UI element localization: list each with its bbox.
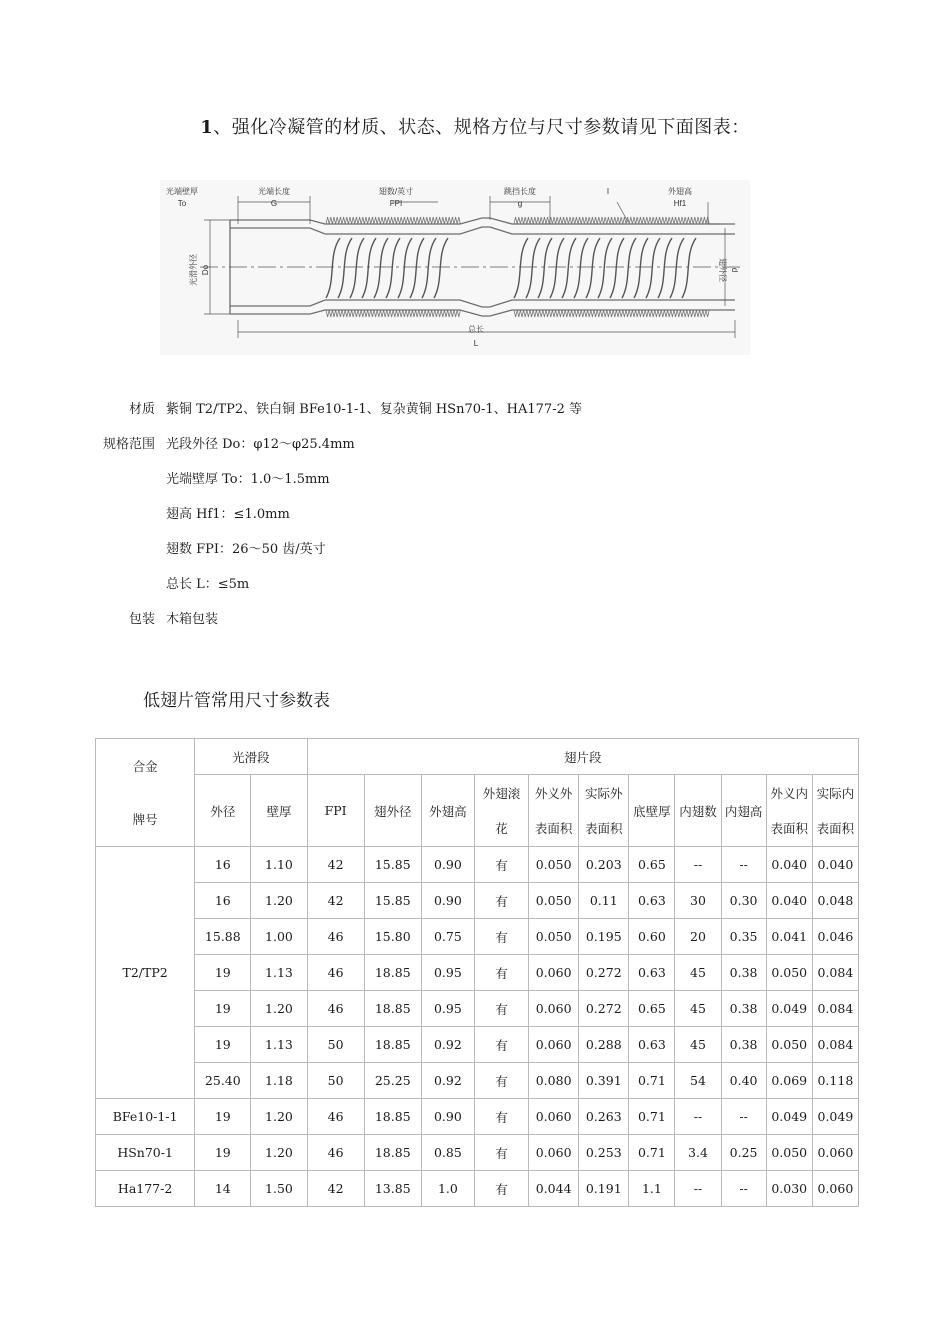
alloy-cell: T2/TP2 bbox=[96, 847, 195, 1099]
table-cell: 20 bbox=[675, 919, 721, 955]
table-cell: 46 bbox=[307, 1099, 364, 1135]
table-cell: 0.046 bbox=[812, 919, 858, 955]
col-act-out-l1: 实际外 bbox=[585, 785, 623, 801]
col-act-in-l1: 实际内 bbox=[816, 785, 855, 801]
table-row bbox=[96, 1063, 859, 1099]
col-wall: 壁厚 bbox=[251, 775, 307, 847]
table-cell: 0.060 bbox=[529, 1027, 579, 1063]
table-row bbox=[96, 883, 859, 919]
table-cell: 0.60 bbox=[629, 919, 675, 955]
table-cell: 有 bbox=[474, 1171, 528, 1207]
table-cell: 18.85 bbox=[364, 991, 421, 1027]
table-cell: 1.0 bbox=[421, 1171, 474, 1207]
table-title: 低翅片管常用尺寸参数表 bbox=[143, 691, 330, 711]
table-cell: 0.38 bbox=[721, 991, 766, 1027]
table-cell: 16 bbox=[195, 847, 251, 883]
spec-label: 包装 bbox=[128, 612, 155, 627]
spec-row bbox=[0, 398, 950, 418]
table-cell: 1.50 bbox=[251, 1171, 307, 1207]
table-cell: 0.95 bbox=[421, 955, 474, 991]
table-cell: -- bbox=[721, 847, 766, 883]
table-cell: 45 bbox=[675, 955, 721, 991]
table-cell: 0.30 bbox=[721, 883, 766, 919]
table-cell: 0.084 bbox=[812, 991, 858, 1027]
table-cell: 0.288 bbox=[579, 1027, 629, 1063]
col-act-out bbox=[579, 775, 629, 847]
table-cell: 15.85 bbox=[364, 883, 421, 919]
spec-value: 翅数 FPI：26～50 齿/英寸 bbox=[166, 542, 326, 557]
table-cell: 0.049 bbox=[812, 1099, 858, 1135]
table-cell: 0.71 bbox=[629, 1063, 675, 1099]
table-cell: 1.18 bbox=[251, 1063, 307, 1099]
table-cell: 19 bbox=[195, 955, 251, 991]
table-cell: 19 bbox=[195, 1027, 251, 1063]
table-cell: 0.272 bbox=[579, 991, 629, 1027]
table-cell: 0.25 bbox=[721, 1135, 766, 1171]
table-cell: 30 bbox=[675, 883, 721, 919]
table-cell: 0.050 bbox=[529, 919, 579, 955]
col-in-fins: 内翅数 bbox=[675, 775, 721, 847]
table-row bbox=[96, 1135, 859, 1171]
table-cell: 45 bbox=[675, 1027, 721, 1063]
table-cell: 0.63 bbox=[629, 883, 675, 919]
spec-row bbox=[0, 468, 950, 488]
spec-row bbox=[0, 538, 950, 558]
table-cell: 0.084 bbox=[812, 955, 858, 991]
label-g-cn: 光端长度 bbox=[258, 187, 290, 196]
table-cell: 0.048 bbox=[812, 883, 858, 919]
table-cell: 0.030 bbox=[766, 1171, 812, 1207]
table-cell: 0.63 bbox=[629, 1027, 675, 1063]
table-cell: 0.060 bbox=[529, 991, 579, 1027]
table-row bbox=[96, 1171, 859, 1207]
table-cell: 46 bbox=[307, 991, 364, 1027]
table-cell: 0.75 bbox=[421, 919, 474, 955]
table-cell: 0.191 bbox=[579, 1171, 629, 1207]
table-cell: 0.040 bbox=[766, 847, 812, 883]
alloy-cell: HSn70-1 bbox=[96, 1135, 195, 1171]
table-cell: 0.38 bbox=[721, 955, 766, 991]
table-cell: 15.85 bbox=[364, 847, 421, 883]
table-cell: 3.4 bbox=[675, 1135, 721, 1171]
spec-row bbox=[0, 573, 950, 593]
table-cell: 1.00 bbox=[251, 919, 307, 955]
spec-value: 光端壁厚 To：1.0～1.5mm bbox=[166, 472, 330, 487]
col-nom-out-l1: 外义外 bbox=[534, 785, 573, 801]
col-nom-in bbox=[766, 775, 812, 847]
col-act-out-l2: 表面积 bbox=[585, 820, 623, 836]
table-cell: 46 bbox=[307, 1135, 364, 1171]
col-knurl-l1: 外翅滚 bbox=[482, 785, 521, 801]
table-cell: -- bbox=[675, 847, 721, 883]
spec-value: 紫铜 T2/TP2、铁白铜 BFe10-1-1、复杂黄铜 HSn70-1、HA177-2 等 bbox=[166, 402, 582, 417]
table-cell: 0.95 bbox=[421, 991, 474, 1027]
col-nom-in-l2: 表面积 bbox=[770, 820, 808, 836]
table-cell: 25.40 bbox=[195, 1063, 251, 1099]
label-i: I bbox=[606, 187, 610, 196]
section-heading bbox=[0, 113, 950, 139]
table-cell: 0.050 bbox=[766, 1135, 812, 1171]
col-nom-out bbox=[529, 775, 579, 847]
table-cell: 42 bbox=[307, 1171, 364, 1207]
table-cell: 0.040 bbox=[812, 847, 858, 883]
header-alloy-line1: 合金 bbox=[132, 759, 158, 774]
table-cell: 14 bbox=[195, 1171, 251, 1207]
label-gap-cn: 跳挡长度 bbox=[504, 187, 536, 196]
table-cell: 0.049 bbox=[766, 991, 812, 1027]
table-row bbox=[96, 1027, 859, 1063]
table-row bbox=[96, 1099, 859, 1135]
table-cell: 0.040 bbox=[766, 883, 812, 919]
label-do-cn: 光滑外径 bbox=[189, 254, 198, 286]
table-cell: 0.253 bbox=[579, 1135, 629, 1171]
spec-value: 光段外径 Do：φ12～φ25.4mm bbox=[166, 437, 355, 452]
table-cell: 0.90 bbox=[421, 847, 474, 883]
finned-tube-diagram bbox=[160, 180, 750, 355]
label-l-cn: 总长 bbox=[468, 325, 484, 334]
table-cell: -- bbox=[721, 1099, 766, 1135]
table-cell: 42 bbox=[307, 883, 364, 919]
table-cell: 1.13 bbox=[251, 955, 307, 991]
table-cell: 1.10 bbox=[251, 847, 307, 883]
table-cell: 有 bbox=[474, 1027, 528, 1063]
table-cell: 1.20 bbox=[251, 1099, 307, 1135]
table-cell: 19 bbox=[195, 991, 251, 1027]
table-cell: 0.35 bbox=[721, 919, 766, 955]
table-cell: 0.049 bbox=[766, 1099, 812, 1135]
table-cell: 0.195 bbox=[579, 919, 629, 955]
table-cell: 0.11 bbox=[579, 883, 629, 919]
label-l: L bbox=[473, 339, 479, 348]
col-nom-in-l1: 外义内 bbox=[770, 785, 808, 801]
table-row bbox=[96, 955, 859, 991]
table-cell: 50 bbox=[307, 1027, 364, 1063]
label-fpi-cn: 翅数/英寸 bbox=[378, 187, 414, 196]
table-cell: 0.38 bbox=[721, 1027, 766, 1063]
table-cell: 有 bbox=[474, 883, 528, 919]
table-cell: 0.050 bbox=[766, 955, 812, 991]
table-cell: 0.65 bbox=[629, 847, 675, 883]
table-cell: 13.85 bbox=[364, 1171, 421, 1207]
label-fpi: FPI bbox=[389, 199, 403, 208]
label-gap: g bbox=[517, 199, 523, 208]
table-cell: 1.1 bbox=[629, 1171, 675, 1207]
table-cell: 19 bbox=[195, 1099, 251, 1135]
table-cell: 1.20 bbox=[251, 1135, 307, 1171]
spec-value: 总长 L：≤5m bbox=[166, 577, 250, 592]
table-cell: 0.71 bbox=[629, 1099, 675, 1135]
col-knurl-l2: 花 bbox=[495, 820, 508, 836]
col-in-fin-h: 内翅高 bbox=[721, 775, 766, 847]
table-cell: -- bbox=[721, 1171, 766, 1207]
label-hf: Hf1 bbox=[673, 199, 687, 208]
table-cell: 有 bbox=[474, 991, 528, 1027]
table-cell: 42 bbox=[307, 847, 364, 883]
table-cell: 有 bbox=[474, 955, 528, 991]
spec-row bbox=[0, 608, 950, 628]
heading-text: 、强化冷凝管的材质、状态、规格方位与尺寸参数请见下面图表： bbox=[213, 117, 750, 138]
label-d-cn: 翅外径 bbox=[718, 258, 727, 282]
table-cell: 0.060 bbox=[812, 1135, 858, 1171]
table-cell: 0.084 bbox=[812, 1027, 858, 1063]
table-cell: 46 bbox=[307, 955, 364, 991]
col-fin-od: 翅外径 bbox=[364, 775, 421, 847]
spec-row bbox=[0, 503, 950, 523]
label-to: To bbox=[177, 199, 187, 208]
table-cell: 0.044 bbox=[529, 1171, 579, 1207]
table-cell: 0.080 bbox=[529, 1063, 579, 1099]
col-od: 外径 bbox=[195, 775, 251, 847]
table-row bbox=[96, 847, 859, 883]
label-g: G bbox=[270, 199, 278, 208]
header-alloy bbox=[96, 739, 195, 847]
col-act-in bbox=[812, 775, 858, 847]
table-cell: 0.40 bbox=[721, 1063, 766, 1099]
table-cell: 0.263 bbox=[579, 1099, 629, 1135]
alloy-cell: Ha177-2 bbox=[96, 1171, 195, 1207]
table-cell: 50 bbox=[307, 1063, 364, 1099]
table-cell: 16 bbox=[195, 883, 251, 919]
table-cell: 1.20 bbox=[251, 991, 307, 1027]
table-cell: 1.13 bbox=[251, 1027, 307, 1063]
label-hf-cn: 外翅高 bbox=[668, 187, 692, 196]
table-cell: 0.92 bbox=[421, 1063, 474, 1099]
table-cell: 有 bbox=[474, 847, 528, 883]
table-cell: 0.069 bbox=[766, 1063, 812, 1099]
col-knurl bbox=[474, 775, 528, 847]
table-cell: 0.050 bbox=[529, 847, 579, 883]
alloy-cell: BFe10-1-1 bbox=[96, 1099, 195, 1135]
table-cell: 0.65 bbox=[629, 991, 675, 1027]
col-fin-h: 外翅高 bbox=[421, 775, 474, 847]
label-d: d bbox=[730, 267, 739, 273]
table-cell: 15.88 bbox=[195, 919, 251, 955]
table-cell: 0.92 bbox=[421, 1027, 474, 1063]
spec-value: 木箱包装 bbox=[166, 612, 219, 627]
col-act-in-l2: 表面积 bbox=[816, 820, 855, 836]
table-cell: 有 bbox=[474, 1063, 528, 1099]
table-cell: 0.050 bbox=[766, 1027, 812, 1063]
table-cell: 0.90 bbox=[421, 883, 474, 919]
table-cell: 45 bbox=[675, 991, 721, 1027]
table-cell: 0.118 bbox=[812, 1063, 858, 1099]
table-cell: 0.391 bbox=[579, 1063, 629, 1099]
col-nom-out-l2: 表面积 bbox=[534, 820, 573, 836]
table-cell: 有 bbox=[474, 1099, 528, 1135]
table-cell: 54 bbox=[675, 1063, 721, 1099]
table-cell: 19 bbox=[195, 1135, 251, 1171]
col-base-wall: 底壁厚 bbox=[629, 775, 675, 847]
table-cell: 0.060 bbox=[812, 1171, 858, 1207]
spec-label: 规格范围 bbox=[102, 437, 155, 452]
table-row bbox=[96, 991, 859, 1027]
table-cell: -- bbox=[675, 1099, 721, 1135]
table-cell: 18.85 bbox=[364, 1027, 421, 1063]
table-cell: 0.272 bbox=[579, 955, 629, 991]
header-alloy-line2: 牌号 bbox=[132, 812, 158, 827]
table-cell: 46 bbox=[307, 919, 364, 955]
table-cell: 0.060 bbox=[529, 1099, 579, 1135]
table-cell: 0.203 bbox=[579, 847, 629, 883]
heading-number: 1 bbox=[200, 117, 214, 138]
table-cell: -- bbox=[675, 1171, 721, 1207]
table-cell: 0.71 bbox=[629, 1135, 675, 1171]
table-row bbox=[96, 919, 859, 955]
table-cell: 25.25 bbox=[364, 1063, 421, 1099]
table-cell: 有 bbox=[474, 1135, 528, 1171]
spec-row bbox=[0, 433, 950, 453]
col-fpi: FPI bbox=[307, 775, 364, 847]
table-cell: 18.85 bbox=[364, 1135, 421, 1171]
table-cell: 0.041 bbox=[766, 919, 812, 955]
spec-label: 材质 bbox=[128, 402, 155, 417]
table-cell: 18.85 bbox=[364, 955, 421, 991]
label-do: Do bbox=[201, 264, 210, 276]
table-cell: 15.80 bbox=[364, 919, 421, 955]
table-cell: 0.90 bbox=[421, 1099, 474, 1135]
table-cell: 0.63 bbox=[629, 955, 675, 991]
parameter-table bbox=[95, 738, 859, 1207]
table-cell: 0.050 bbox=[529, 883, 579, 919]
header-smooth: 光滑段 bbox=[195, 739, 307, 775]
header-fin: 翅片段 bbox=[307, 739, 858, 775]
table-cell: 有 bbox=[474, 919, 528, 955]
spec-value: 翅高 Hf1：≤1.0mm bbox=[166, 507, 290, 522]
table-cell: 1.20 bbox=[251, 883, 307, 919]
table-cell: 0.85 bbox=[421, 1135, 474, 1171]
table-cell: 0.060 bbox=[529, 955, 579, 991]
table-cell: 18.85 bbox=[364, 1099, 421, 1135]
label-to-cn: 光端壁厚 bbox=[166, 187, 198, 196]
table-cell: 0.060 bbox=[529, 1135, 579, 1171]
